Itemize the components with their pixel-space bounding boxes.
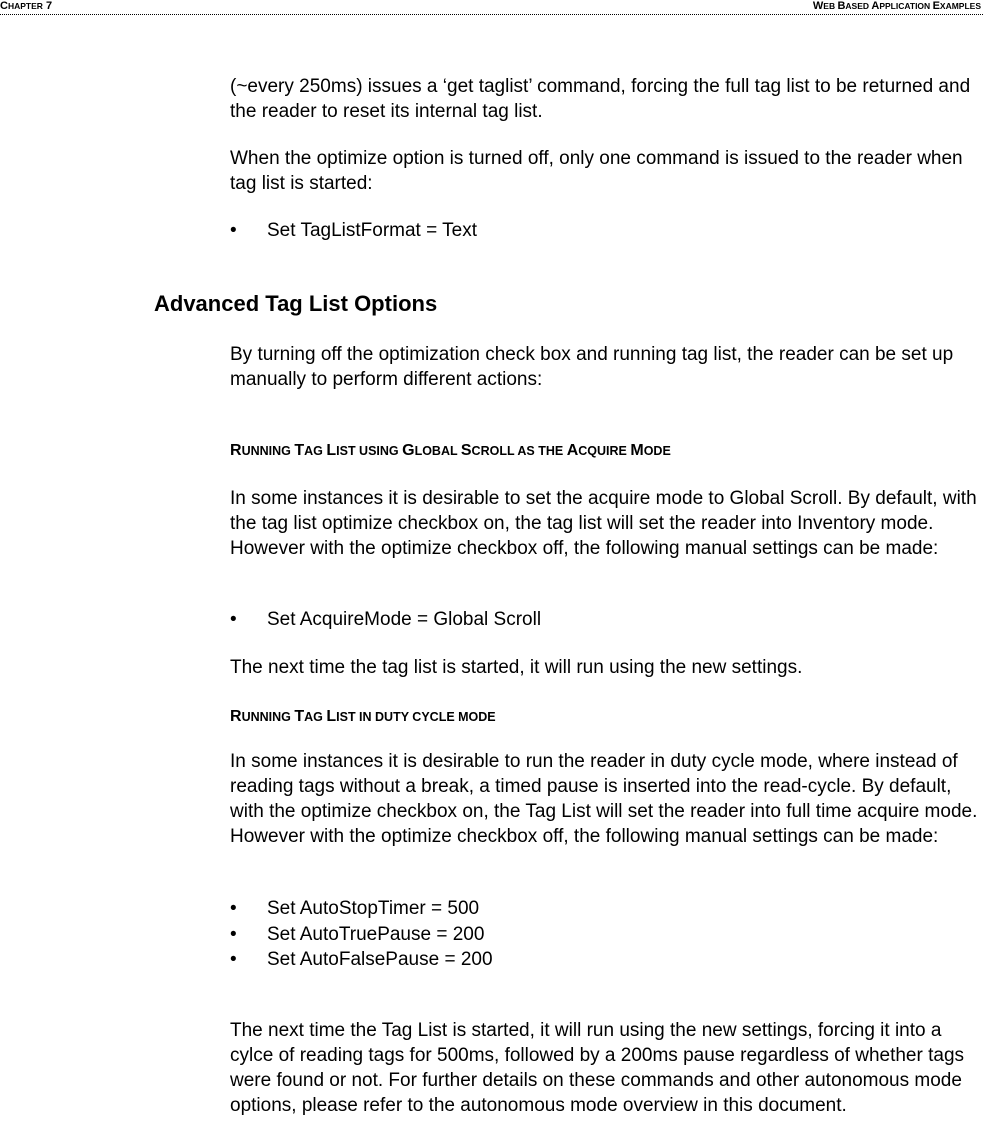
bullet-icon: • <box>230 220 237 241</box>
page-header <box>0 0 983 15</box>
paragraph-next-time: The next time the tag list is started, it will run using the new settings. <box>230 657 803 678</box>
subheading-duty-cycle: RUNNING TAG LIST IN DUTY CYCLE MODE <box>230 708 496 725</box>
bullet-text: Set AutoFalsePause = 200 <box>267 949 493 970</box>
bullet-text: Set TagListFormat = Text <box>267 220 477 241</box>
bullet-icon: • <box>230 898 237 919</box>
paragraph-intro: (~every 250ms) issues a ‘get taglist’ command, forcing the full tag list to be returned and the reader to reset its internal tag list. <box>230 76 971 122</box>
bullet-text: Set AutoTruePause = 200 <box>267 924 485 945</box>
paragraph-optimize-off: When the optimize option is turned off, only one command is issued to the reader when tag list is started: <box>230 148 963 194</box>
section-heading: Advanced Tag List Options <box>154 291 438 316</box>
bullet-text: Set AcquireMode = Global Scroll <box>267 609 542 630</box>
chapter-title: WEB BASED APPLICATION EXAMPLES <box>812 0 981 12</box>
paragraph-closing: The next time the Tag List is started, it will run using the new settings, forcing it into a cylce of reading tags for 500ms, followed by a 200ms pause regardless of whether tags were found or not. For further details on these commands and other autonomous mode options, please refer to the autonomous mode overview in this document. <box>230 1020 965 1116</box>
paragraph-duty-cycle: In some instances it is desirable to run the reader in duty cycle mode, where instead of reading tags without a break, a timed pause is inserted into the read-cycle. By default, with the optimize checkbox on, the Tag List will set the reader into full time acquire mode. However with the optimize checkbox off, the following manual settings can be made: <box>230 751 978 847</box>
bullet-text: Set AutoStopTimer = 500 <box>267 898 480 919</box>
subheading-global-scroll: RUNNING TAG LIST USING GLOBAL SCROLL AS THE ACQUIRE MODE <box>230 442 671 459</box>
paragraph-global-scroll: In some instances it is desirable to set the acquire mode to Global Scroll. By default, with the tag list optimize checkbox on, the tag list will set the reader into Inventory mode. However with the optimize checkbox off, the following manual settings can be made: <box>230 488 977 559</box>
paragraph-advanced: By turning off the optimization check box and running tag list, the reader can be set up manually to perform different actions: <box>230 344 954 390</box>
bullet-icon: • <box>230 924 237 945</box>
bullet-icon: • <box>230 949 237 970</box>
chapter-label: CHAPTER 7 <box>0 0 53 12</box>
bullet-icon: • <box>230 609 237 630</box>
